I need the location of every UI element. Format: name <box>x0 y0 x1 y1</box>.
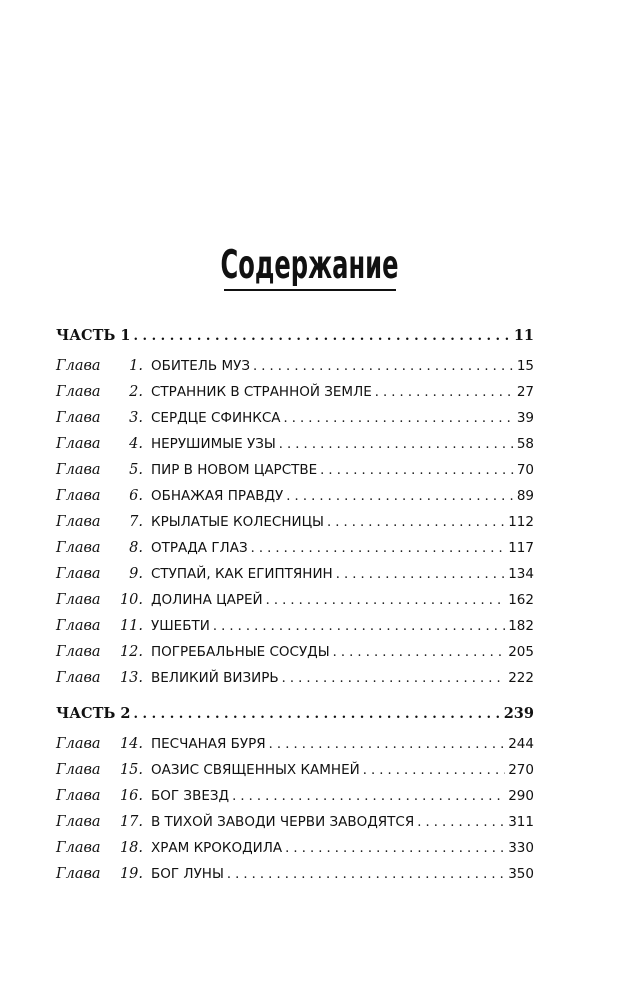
chapter-title: В ТИХОЙ ЗАВОДИ ЧЕРВИ ЗАВОДЯТСЯ <box>151 814 415 830</box>
part-label: ЧАСТЬ 2 <box>56 705 131 722</box>
chapter-title: ПОГРЕБАЛЬНЫЕ СОСУДЫ <box>151 644 330 660</box>
chapter-number: 1. <box>129 358 143 374</box>
title-underline <box>224 289 396 291</box>
chapter-number: 5. <box>129 462 143 478</box>
dot-leader <box>282 668 506 690</box>
chapter-page-number: 162 <box>508 592 534 608</box>
toc-chapter-row <box>56 407 534 429</box>
chapter-title: ХРАМ КРОКОДИЛА <box>151 840 283 856</box>
toc-chapter-row <box>56 511 534 533</box>
chapter-page-number: 134 <box>508 566 534 582</box>
toc-chapter-row <box>56 589 534 611</box>
toc-chapter-row <box>56 459 534 481</box>
chapter-page-number: 330 <box>508 840 534 856</box>
toc-chapter-row <box>56 537 534 559</box>
chapter-page-number: 270 <box>508 762 534 778</box>
chapter-page-number: 311 <box>508 814 534 830</box>
chapter-number: 14. <box>119 736 143 752</box>
chapter-number: 6. <box>129 488 143 504</box>
chapter-page-number: 290 <box>508 788 534 804</box>
chapter-page-number: 244 <box>508 736 534 752</box>
chapter-number: 16. <box>119 788 143 804</box>
toc-chapter-row <box>56 355 534 377</box>
chapter-number: 7. <box>129 514 143 530</box>
chapter-page-number: 222 <box>508 670 534 686</box>
dot-leader <box>253 356 514 378</box>
chapter-number: 2. <box>129 384 143 400</box>
toc-chapter-row <box>56 733 534 755</box>
toc-chapter-row <box>56 837 534 859</box>
chapter-page-number: 39 <box>516 410 534 426</box>
chapter-page-number: 182 <box>508 618 534 634</box>
chapter-title: СЕРДЦЕ СФИНКСА <box>151 410 281 426</box>
toc-chapter-row <box>56 667 534 689</box>
chapter-number: 18. <box>119 840 143 856</box>
chapter-page-number: 117 <box>508 540 534 556</box>
chapter-title: БОГ ЛУНЫ <box>151 866 224 882</box>
chapter-prefix: Глава <box>56 644 101 660</box>
dot-leader <box>269 734 506 756</box>
chapter-number: 3. <box>129 410 143 426</box>
chapter-number: 9. <box>129 566 143 582</box>
chapter-page-number: 70 <box>516 462 534 478</box>
toc-chapter-row <box>56 811 534 833</box>
dot-leader <box>363 760 506 782</box>
part-page-number: 11 <box>513 327 534 344</box>
chapter-title: ПИР В НОВОМ ЦАРСТВЕ <box>151 462 318 478</box>
chapter-prefix: Глава <box>56 462 101 478</box>
chapter-page-number: 350 <box>508 866 534 882</box>
chapter-number: 17. <box>119 814 143 830</box>
toc-chapter-row <box>56 485 534 507</box>
chapter-title: УШЕБТИ <box>151 618 210 634</box>
chapter-prefix: Глава <box>56 788 101 804</box>
chapter-page-number: 112 <box>508 514 534 530</box>
dot-leader <box>417 812 505 834</box>
chapter-number: 15. <box>119 762 143 778</box>
dot-leader <box>284 408 514 430</box>
chapter-prefix: Глава <box>56 514 101 530</box>
chapter-prefix: Глава <box>56 618 101 634</box>
chapter-number: 10. <box>119 592 143 608</box>
toc-chapter-row <box>56 381 534 403</box>
chapter-prefix: Глава <box>56 814 101 830</box>
chapter-prefix: Глава <box>56 670 101 686</box>
chapter-prefix: Глава <box>56 736 101 752</box>
dot-leader <box>320 460 514 482</box>
dot-leader <box>333 642 506 664</box>
dot-leader <box>232 786 505 808</box>
chapter-title: ДОЛИНА ЦАРЕЙ <box>151 592 263 608</box>
toc-chapter-row <box>56 433 534 455</box>
toc-chapter-row <box>56 785 534 807</box>
chapter-prefix: Глава <box>56 358 101 374</box>
toc-chapter-row <box>56 615 534 637</box>
chapter-title: ОБИТЕЛЬ МУЗ <box>151 358 250 374</box>
chapter-number: 4. <box>129 436 143 452</box>
toc-part-row <box>56 703 534 725</box>
chapter-number: 12. <box>119 644 143 660</box>
chapter-prefix: Глава <box>56 384 101 400</box>
chapter-prefix: Глава <box>56 592 101 608</box>
toc-part-row <box>56 325 534 347</box>
dot-leader <box>285 838 505 860</box>
chapter-title: ВЕЛИКИЙ ВИЗИРЬ <box>151 670 279 686</box>
dot-leader <box>251 538 506 560</box>
chapter-title: СТРАННИК В СТРАННОЙ ЗЕМЛЕ <box>151 384 372 400</box>
chapter-page-number: 205 <box>508 644 534 660</box>
dot-leader <box>286 486 514 508</box>
chapter-title: ОТРАДА ГЛАЗ <box>151 540 248 556</box>
chapter-number: 8. <box>129 540 143 556</box>
chapter-title: КРЫЛАТЫЕ КОЛЕСНИЦЫ <box>151 514 324 530</box>
toc-chapter-row <box>56 863 534 885</box>
chapter-prefix: Глава <box>56 540 101 556</box>
toc-chapter-row <box>56 759 534 781</box>
dot-leader <box>227 864 505 886</box>
chapter-prefix: Глава <box>56 566 101 582</box>
dot-leader <box>375 382 514 404</box>
chapter-page-number: 58 <box>516 436 534 452</box>
chapter-page-number: 89 <box>516 488 534 504</box>
chapter-title: ОБНАЖАЯ ПРАВДУ <box>151 488 284 504</box>
chapter-page-number: 15 <box>516 358 534 374</box>
chapter-prefix: Глава <box>56 410 101 426</box>
chapter-prefix: Глава <box>56 436 101 452</box>
chapter-prefix: Глава <box>56 840 101 856</box>
chapter-title: НЕРУШИМЫЕ УЗЫ <box>151 436 276 452</box>
dot-leader <box>336 564 506 586</box>
chapter-number: 11. <box>119 618 143 634</box>
dot-leader <box>279 434 514 456</box>
chapter-title: ОАЗИС СВЯЩЕННЫХ КАМНЕЙ <box>151 762 360 778</box>
toc-chapter-row <box>56 563 534 585</box>
part-page-number: 239 <box>503 705 534 722</box>
toc-chapter-row <box>56 641 534 663</box>
part-label: ЧАСТЬ 1 <box>56 327 131 344</box>
dot-leader <box>327 512 505 534</box>
dot-leader <box>133 326 510 348</box>
chapter-number: 13. <box>119 670 143 686</box>
dot-leader <box>213 616 505 638</box>
dot-leader <box>266 590 506 612</box>
chapter-title: БОГ ЗВЕЗД <box>151 788 230 804</box>
chapter-title: ПЕСЧАНАЯ БУРЯ <box>151 736 266 752</box>
chapter-number: 19. <box>119 866 143 882</box>
chapter-page-number: 27 <box>516 384 534 400</box>
page-title: Содержание <box>220 243 399 288</box>
chapter-prefix: Глава <box>56 488 101 504</box>
chapter-prefix: Глава <box>56 762 101 778</box>
chapter-title: СТУПАЙ, КАК ЕГИПТЯНИН <box>151 566 333 582</box>
dot-leader <box>133 704 500 726</box>
chapter-prefix: Глава <box>56 866 101 882</box>
